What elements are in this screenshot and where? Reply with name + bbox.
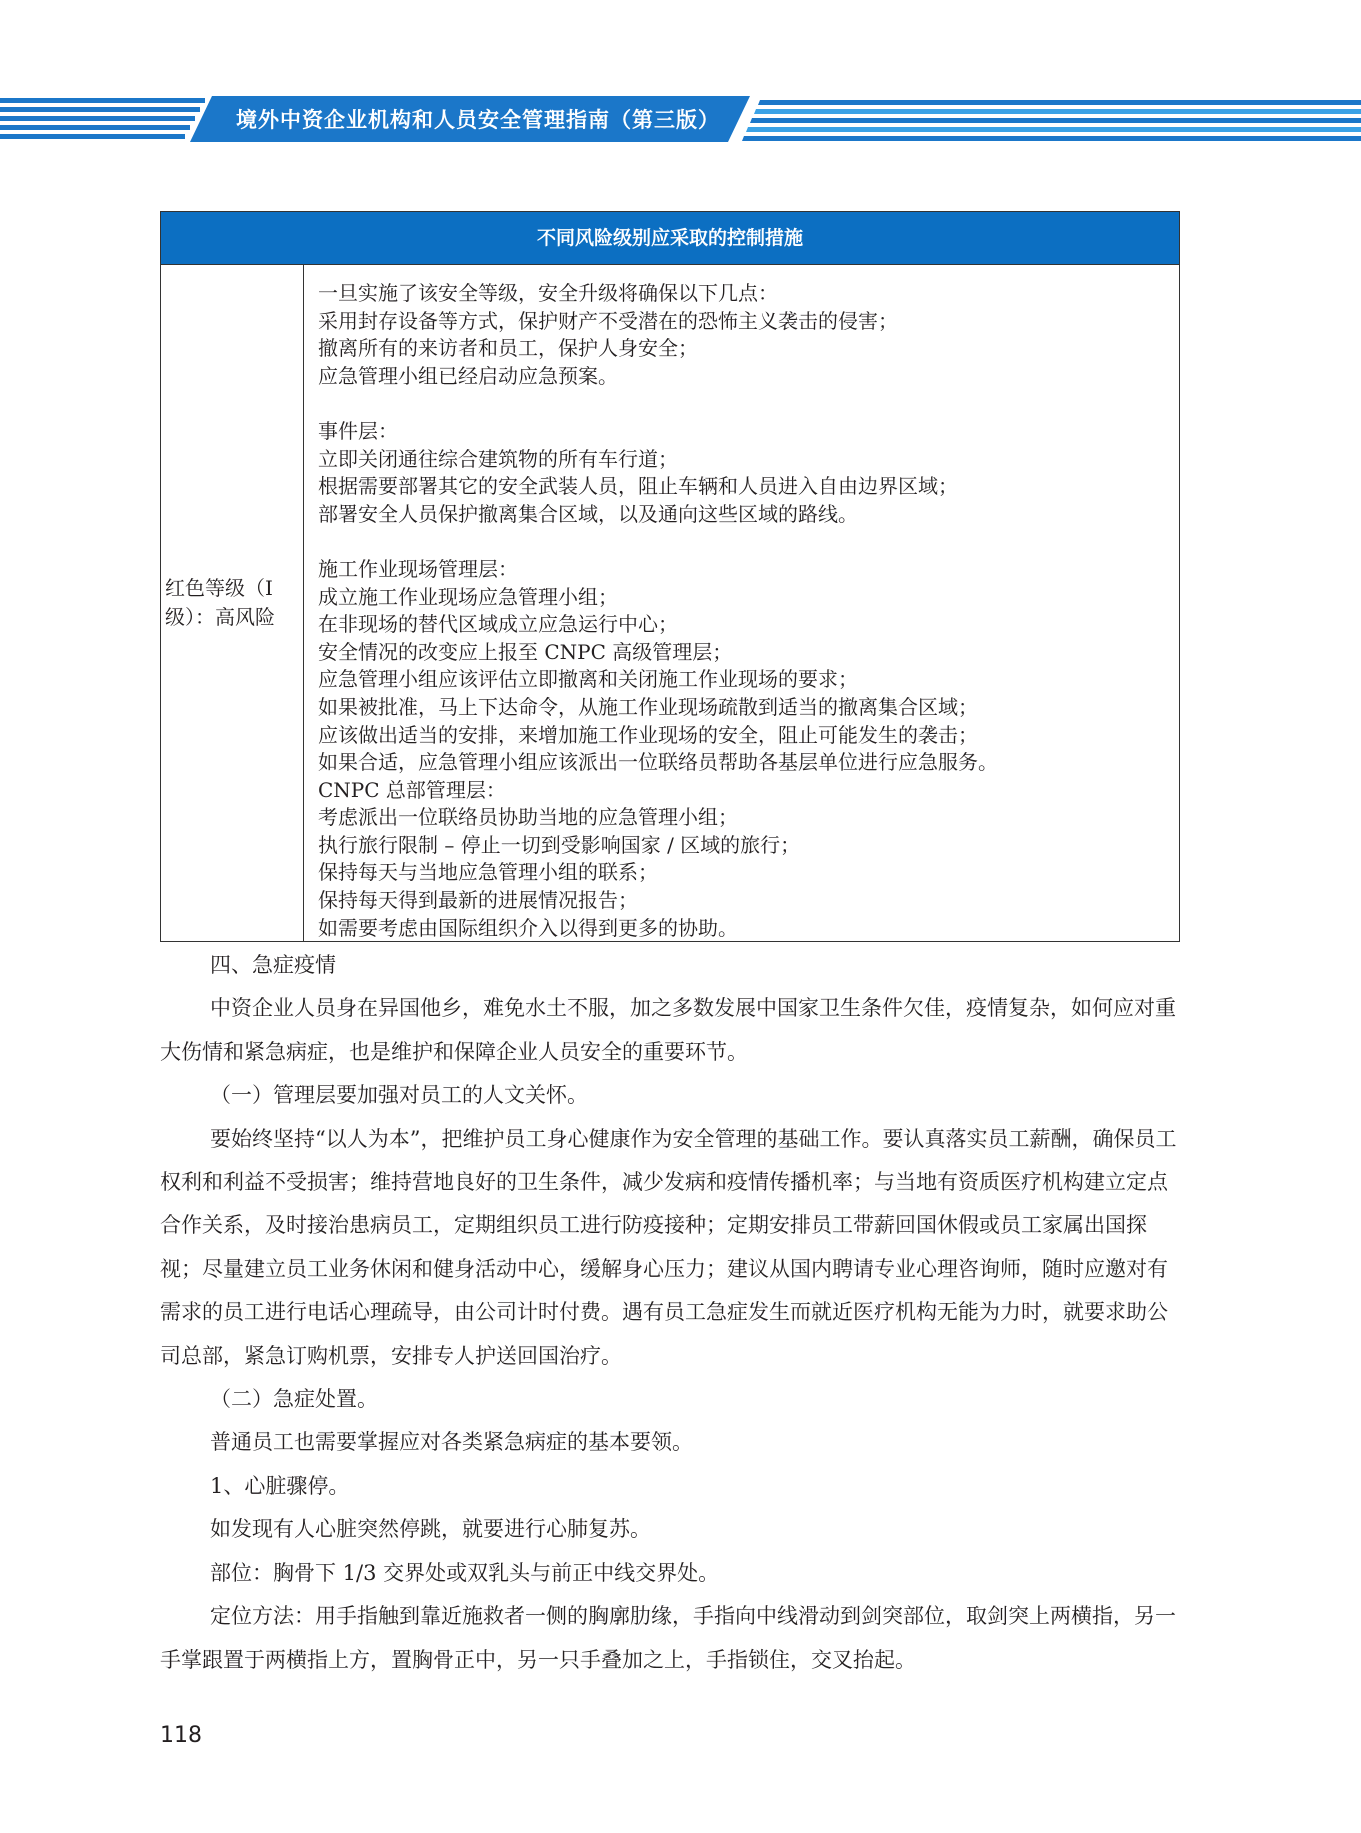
page-number: 118 bbox=[160, 1723, 202, 1748]
header-banner bbox=[0, 96, 1361, 144]
paragraph: 定位方法：用手指触到靠近施救者一侧的胸廓肋缘，手指向中线滑动到剑突部位，取剑突上两横指，另一手掌跟置于两横指上方，置胸骨正中，另一只手叠加之上，手指锁住，交叉抬起。 bbox=[160, 1604, 1176, 1672]
measure-line: 应急管理小组已经启动应急预案。 bbox=[318, 363, 618, 388]
measure-line: 在非现场的替代区域成立应急运行中心； bbox=[318, 612, 678, 637]
measure-line: 部署安全人员保护撤离集合区域，以及通向这些区域的路线。 bbox=[318, 501, 858, 526]
measure-line: 如果被批准，马上下达命令，从施工作业现场疏散到适当的撤离集合区域； bbox=[318, 694, 978, 719]
risk-control-table bbox=[160, 211, 1180, 942]
control-measures-cell bbox=[318, 280, 1168, 942]
measure-line: 应急管理小组应该评估立即撤离和关闭施工作业现场的要求； bbox=[318, 667, 858, 692]
measure-line: 立即关闭通往综合建筑物的所有车行道； bbox=[318, 446, 678, 471]
paragraph: 中资企业人员身在异国他乡，难免水土不服，加之多数发展中国家卫生条件欠佳，疫情复杂，如何应对重大伤情和紧急病症，也是维护和保障企业人员安全的重要环节。 bbox=[160, 996, 1176, 1064]
section-title: 四、急症疫情 bbox=[210, 953, 336, 977]
measure-line: 采用封存设备等方式，保护财产不受潜在的恐怖主义袭击的侵害； bbox=[318, 308, 898, 333]
measure-line: 成立施工作业现场应急管理小组； bbox=[318, 584, 618, 609]
measure-line: 撤离所有的来访者和员工，保护人身安全； bbox=[318, 336, 698, 361]
measure-line: 根据需要部署其它的安全武装人员，阻止车辆和人员进入自由边界区域； bbox=[318, 474, 958, 499]
measure-line: 施工作业现场管理层： bbox=[318, 556, 518, 581]
risk-level-label: 红色等级（Ⅰ级）：高风险 bbox=[165, 576, 275, 629]
measure-line: 如需要考虑由国际组织介入以得到更多的协助。 bbox=[318, 915, 738, 940]
table-body bbox=[161, 265, 1179, 941]
paragraph: 要始终坚持“以人为本”，把维护员工身心健康作为安全管理的基础工作。要认真落实员工薪酬，确保员工权利和利益不受损害；维持营地良好的卫生条件，减少发病和疫情传播机率；与当地有资质医疗机构建立定点合作关系，及时接治患病员工，定期组织员工进行防疫接种；定期安排员工带薪回国休假或员工家属出国探视；尽量建立员工业务休闲和健身活动中心，缓解身心压力；建议从国内聘请专业心理咨询师，随时应邀对有需求的员工进行电话心理疏导，由公司计时付费。遇有员工急症发生而就近医疗机构无能为力时，就要求助公司总部，紧急订购机票，安排专人护送回国治疗。 bbox=[160, 1126, 1177, 1368]
paragraph: 如发现有人心脏突然停跳，就要进行心肺复苏。 bbox=[210, 1517, 651, 1542]
measure-line: 执行旅行限制 – 停止一切到受影响国家 / 区域的旅行； bbox=[318, 832, 801, 857]
measure-line: CNPC 总部管理层： bbox=[318, 777, 506, 802]
body-text bbox=[160, 944, 1180, 1682]
measure-line: 保持每天与当地应急管理小组的联系； bbox=[318, 860, 658, 885]
measure-line: 事件层： bbox=[318, 418, 398, 443]
block-gap bbox=[318, 528, 1168, 556]
list-item: 1、心脏骤停。 bbox=[210, 1473, 350, 1498]
subheading: （一）管理层要加强对员工的人文关怀。 bbox=[210, 1083, 588, 1108]
paragraph: 普通员工也需要掌握应对各类紧急病症的基本要领。 bbox=[210, 1430, 693, 1455]
subheading: （二）急症处置。 bbox=[210, 1387, 378, 1412]
block-gap bbox=[318, 390, 1168, 418]
table-header: 不同风险级别应采取的控制措施 bbox=[161, 212, 1179, 265]
measure-line: 如果合适，应急管理小组应该派出一位联络员帮助各基层单位进行应急服务。 bbox=[318, 750, 998, 775]
measure-line: 安全情况的改变应上报至 CNPC 高级管理层； bbox=[318, 639, 733, 664]
paragraph: 部位：胸骨下 1/3 交界处或双乳头与前正中线交界处。 bbox=[210, 1560, 720, 1585]
book-title: 境外中资企业机构和人员安全管理指南（第三版） bbox=[236, 108, 720, 132]
measure-line: 应该做出适当的安排，来增加施工作业现场的安全，阻止可能发生的袭击； bbox=[318, 722, 978, 747]
measure-line: 一旦实施了该安全等级，安全升级将确保以下几点： bbox=[318, 281, 778, 305]
measure-line: 考虑派出一位联络员协助当地的应急管理小组； bbox=[318, 805, 738, 830]
measure-line: 保持每天得到最新的进展情况报告； bbox=[318, 888, 638, 913]
risk-level-cell bbox=[161, 265, 304, 941]
